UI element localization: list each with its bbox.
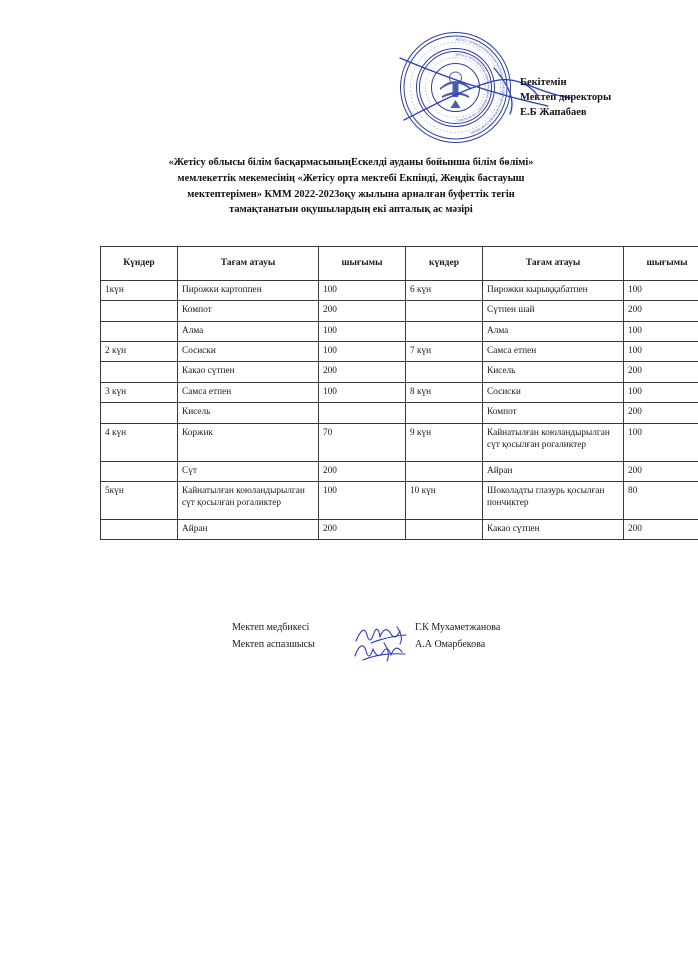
- table-row: [101, 281, 698, 301]
- cell-output-left: 100: [319, 382, 406, 402]
- cell-output-right: 100: [624, 382, 698, 402]
- cell-day-right: 7 күн: [406, 342, 483, 362]
- cell-output-left: [319, 403, 406, 423]
- cell-day-right: 9 күн: [406, 423, 483, 461]
- cell-output-left: 200: [319, 362, 406, 382]
- cell-dish-right: Пирожки кырыққабатпен: [483, 281, 624, 301]
- cell-output-right: 200: [624, 461, 698, 481]
- cell-day-left: 4 күн: [101, 423, 178, 461]
- cell-dish-left: Кисель: [178, 403, 319, 423]
- official-seal-icon: [398, 30, 513, 145]
- cell-dish-right: Алма: [483, 321, 624, 341]
- cell-dish-right: Сүтпен шай: [483, 301, 624, 321]
- cell-output-right: 200: [624, 301, 698, 321]
- cell-output-left: 70: [319, 423, 406, 461]
- signature-role-cook: Мектеп аспазшысы: [232, 639, 315, 650]
- signature-role-nurse: Мектеп медбикесі: [232, 622, 310, 633]
- table-row: [101, 382, 698, 402]
- cell-dish-left: Алма: [178, 321, 319, 341]
- cell-output-right: 80: [624, 481, 698, 519]
- cell-day-right: [406, 301, 483, 321]
- table-row: [101, 321, 698, 341]
- cell-day-left: 3 күн: [101, 382, 178, 402]
- signature-name-cook: А.А Омарбекова: [415, 639, 486, 650]
- cell-day-right: [406, 321, 483, 341]
- cell-output-right: 200: [624, 362, 698, 382]
- signature-name-nurse: Г.К Мухаметжанова: [415, 622, 501, 633]
- cell-dish-left: Какао сүтпен: [178, 362, 319, 382]
- cell-dish-right: Шоколадты глазурь қосылған пончиктер: [483, 481, 624, 519]
- table-header-row: [101, 247, 698, 281]
- approval-block: [520, 75, 680, 121]
- table-row: [101, 519, 698, 539]
- cell-dish-right: Айран: [483, 461, 624, 481]
- table-row: [101, 481, 698, 519]
- cell-output-right: 100: [624, 423, 698, 461]
- approval-line-1: Бекітемін: [520, 77, 567, 88]
- cell-day-right: 10 күн: [406, 481, 483, 519]
- svg-text:ЖЕТІСУ ОРТА МЕКТЕБІ КОММУНАЛДЫ: ЖЕТІСУ ОРТА МЕКТЕБІ КОММУНАЛДЫҚ МЕМЛЕКЕТТІК МЕКЕМЕСІ: [455, 52, 491, 123]
- cell-output-left: 200: [319, 519, 406, 539]
- cell-dish-right: Какао сүтпен: [483, 519, 624, 539]
- cell-day-left: 2 күн: [101, 342, 178, 362]
- title-line-1: «Жетісу облысы білім басқармасыныңЕскелді ауданы бойынша білім бөлімі»: [168, 157, 534, 168]
- cell-dish-left: Компот: [178, 301, 319, 321]
- cell-day-left: [101, 321, 178, 341]
- cell-dish-left: Самса етпен: [178, 382, 319, 402]
- approval-line-2: Мектеп директоры: [520, 92, 612, 104]
- cell-day-right: 6 күн: [406, 281, 483, 301]
- cell-day-right: [406, 403, 483, 423]
- cell-day-left: 5күн: [101, 481, 178, 519]
- cell-dish-right: Самса етпен: [483, 342, 624, 362]
- cell-day-left: [101, 403, 178, 423]
- header-output-right: шығымы: [624, 247, 698, 281]
- cell-dish-right: Кайнатылған коюландырылган сүт қосылған рогаликтер: [483, 423, 624, 461]
- cell-dish-left: Сүт: [178, 461, 319, 481]
- cell-day-left: [101, 519, 178, 539]
- cell-dish-left: Пирожки картоппен: [178, 281, 319, 301]
- cell-output-left: 100: [319, 481, 406, 519]
- page-title: [56, 155, 646, 218]
- cell-day-right: [406, 461, 483, 481]
- cell-day-right: [406, 362, 483, 382]
- header-dish-left: Тағам атауы: [178, 247, 319, 281]
- cell-day-left: [101, 362, 178, 382]
- header-dish-right: Тағам атауы: [483, 247, 624, 281]
- cell-output-right: 100: [624, 281, 698, 301]
- cell-day-right: [406, 519, 483, 539]
- signature-block: [232, 620, 500, 654]
- cell-output-right: 200: [624, 403, 698, 423]
- title-line-2: мемлекеттік мекемесінің «Жетісу орта мектебі Екпінді, Жеңдік бастауыш: [177, 172, 525, 184]
- table-row: [101, 301, 698, 321]
- cell-dish-left: Айран: [178, 519, 319, 539]
- cell-dish-right: Сосиски: [483, 382, 624, 402]
- cell-output-left: 200: [319, 301, 406, 321]
- cell-output-left: 100: [319, 342, 406, 362]
- cell-output-right: 200: [624, 519, 698, 539]
- table-row: [101, 423, 698, 461]
- svg-text:ЖЕТІСУ ОБЛЫСЫ БІЛІМ БАСҚАРМАСЫ: ЖЕТІСУ ОБЛЫСЫ БІЛІМ БАСҚАРМАСЫНЫҢ ЕСКЕЛДІ АУДАНЫ БОЙЫНША БІЛІМ БӨЛІМІ: [455, 37, 506, 135]
- header-days-right: күндер: [406, 247, 483, 281]
- signature-row-nurse: [232, 620, 500, 637]
- cell-dish-left: Кайнатылған коюландырылган сүт қосылған рогаликтер: [178, 481, 319, 519]
- table-row: [101, 342, 698, 362]
- signature-row-cook: [232, 637, 500, 654]
- table-row: [101, 461, 698, 481]
- title-line-3: мектептерімен» КММ 2022-2023оқу жылына арналған буфеттік тегін: [187, 188, 515, 200]
- cell-output-left: 100: [319, 281, 406, 301]
- two-week-menu-table: [100, 246, 698, 540]
- cell-output-left: 100: [319, 321, 406, 341]
- title-line-4: тамақтанатын оқушылардың екі апталық ас мәзірі: [229, 204, 473, 216]
- cell-dish-right: Компот: [483, 403, 624, 423]
- cell-day-right: 8 күн: [406, 382, 483, 402]
- cell-day-left: 1күн: [101, 281, 178, 301]
- cell-dish-left: Сосиски: [178, 342, 319, 362]
- cell-output-right: 100: [624, 342, 698, 362]
- approval-line-3: Е.Б Жапабаев: [520, 107, 587, 119]
- cell-output-right: 100: [624, 321, 698, 341]
- header-output-left: шығымы: [319, 247, 406, 281]
- table-row: [101, 403, 698, 423]
- cell-output-left: 200: [319, 461, 406, 481]
- table-row: [101, 362, 698, 382]
- cell-day-left: [101, 301, 178, 321]
- cell-day-left: [101, 461, 178, 481]
- cell-dish-right: Кисель: [483, 362, 624, 382]
- cell-dish-left: Коржик: [178, 423, 319, 461]
- header-days-left: Күндер: [101, 247, 178, 281]
